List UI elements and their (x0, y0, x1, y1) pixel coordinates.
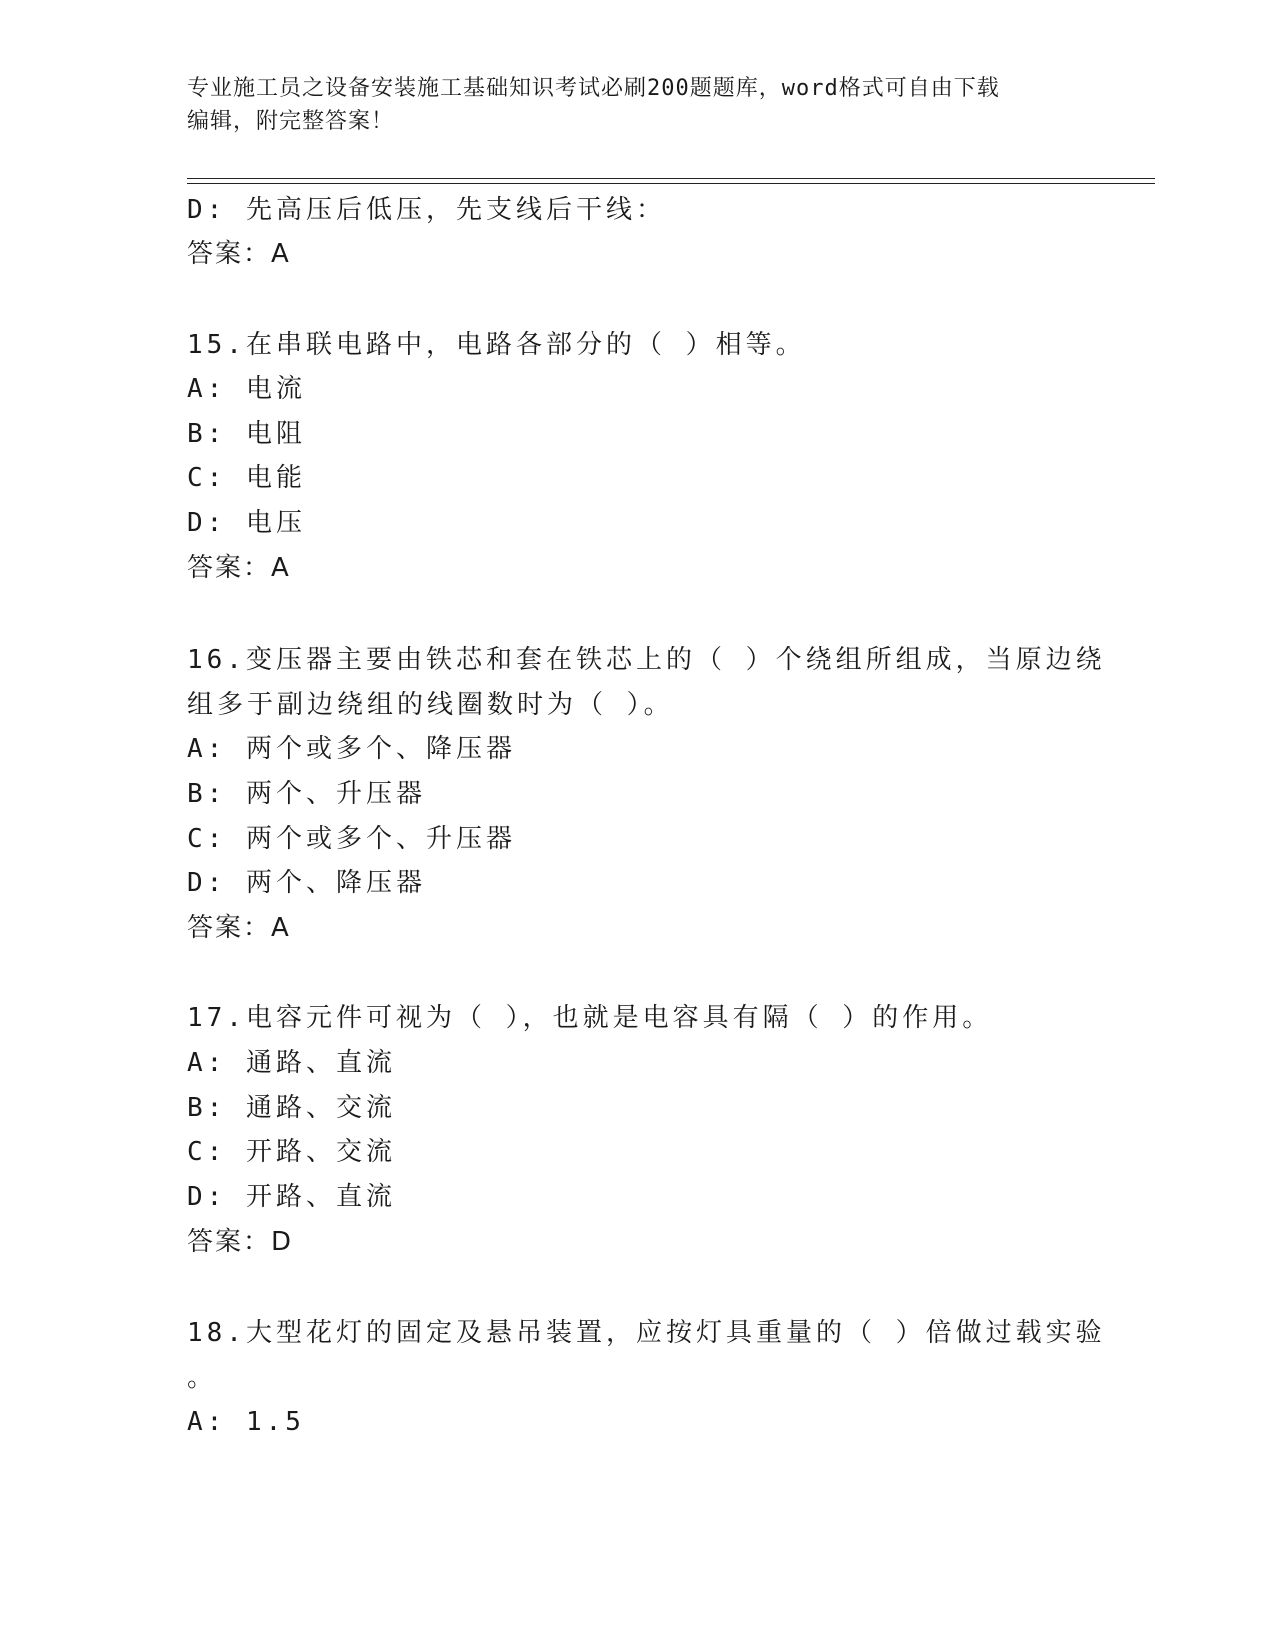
header-rule-top (187, 178, 1155, 179)
q15-stem: 15.在串联电路中，电路各部分的（ ）相等。 (187, 330, 806, 360)
q15-answer: 答案：A (187, 553, 291, 583)
header-line-2: 编辑，附完整答案！ (187, 109, 395, 134)
q16-option-d: D: 两个、降压器 (187, 868, 426, 898)
q17-answer: 答案：D (187, 1227, 294, 1257)
header-rule-bottom (187, 183, 1155, 184)
q16-stem-line-1: 16.变压器主要由铁芯和套在铁芯上的（ ）个绕组所组成，当原边绕 (187, 645, 1106, 675)
q17-stem: 17.电容元件可视为（ ），也就是电容具有隔（ ）的作用。 (187, 1003, 993, 1033)
q15-option-d: D: 电压 (187, 508, 306, 538)
q16-option-a: A: 两个或多个、降压器 (187, 734, 516, 764)
q17-option-b: B: 通路、交流 (187, 1093, 396, 1123)
q15-option-a: A: 电流 (187, 374, 306, 404)
header-line-1: 专业施工员之设备安装施工基础知识考试必刷200题题库，word格式可自由下载 (187, 76, 1000, 101)
q16-option-c: C: 两个或多个、升压器 (187, 824, 516, 854)
prev-answer: 答案：A (187, 239, 291, 269)
q17-option-a: A: 通路、直流 (187, 1048, 396, 1078)
q16-stem-line-2: 组多于副边绕组的线圈数时为（ ）。 (187, 690, 674, 720)
q17-option-c: C: 开路、交流 (187, 1137, 396, 1167)
q16-answer: 答案：A (187, 913, 291, 943)
q15-option-b: B: 电阻 (187, 419, 306, 449)
prev-option-d: D: 先高压后低压，先支线后干线： (187, 195, 666, 225)
q15-option-c: C: 电能 (187, 463, 306, 493)
q18-stem-line-1: 18.大型花灯的固定及悬吊装置，应按灯具重量的（ ）倍做过载实验 (187, 1318, 1106, 1348)
q17-option-d: D: 开路、直流 (187, 1182, 396, 1212)
q16-option-b: B: 两个、升压器 (187, 779, 426, 809)
q18-option-a: A: 1.5 (187, 1407, 305, 1437)
document-header (187, 72, 1067, 138)
q18-stem-line-2: 。 (187, 1363, 218, 1393)
